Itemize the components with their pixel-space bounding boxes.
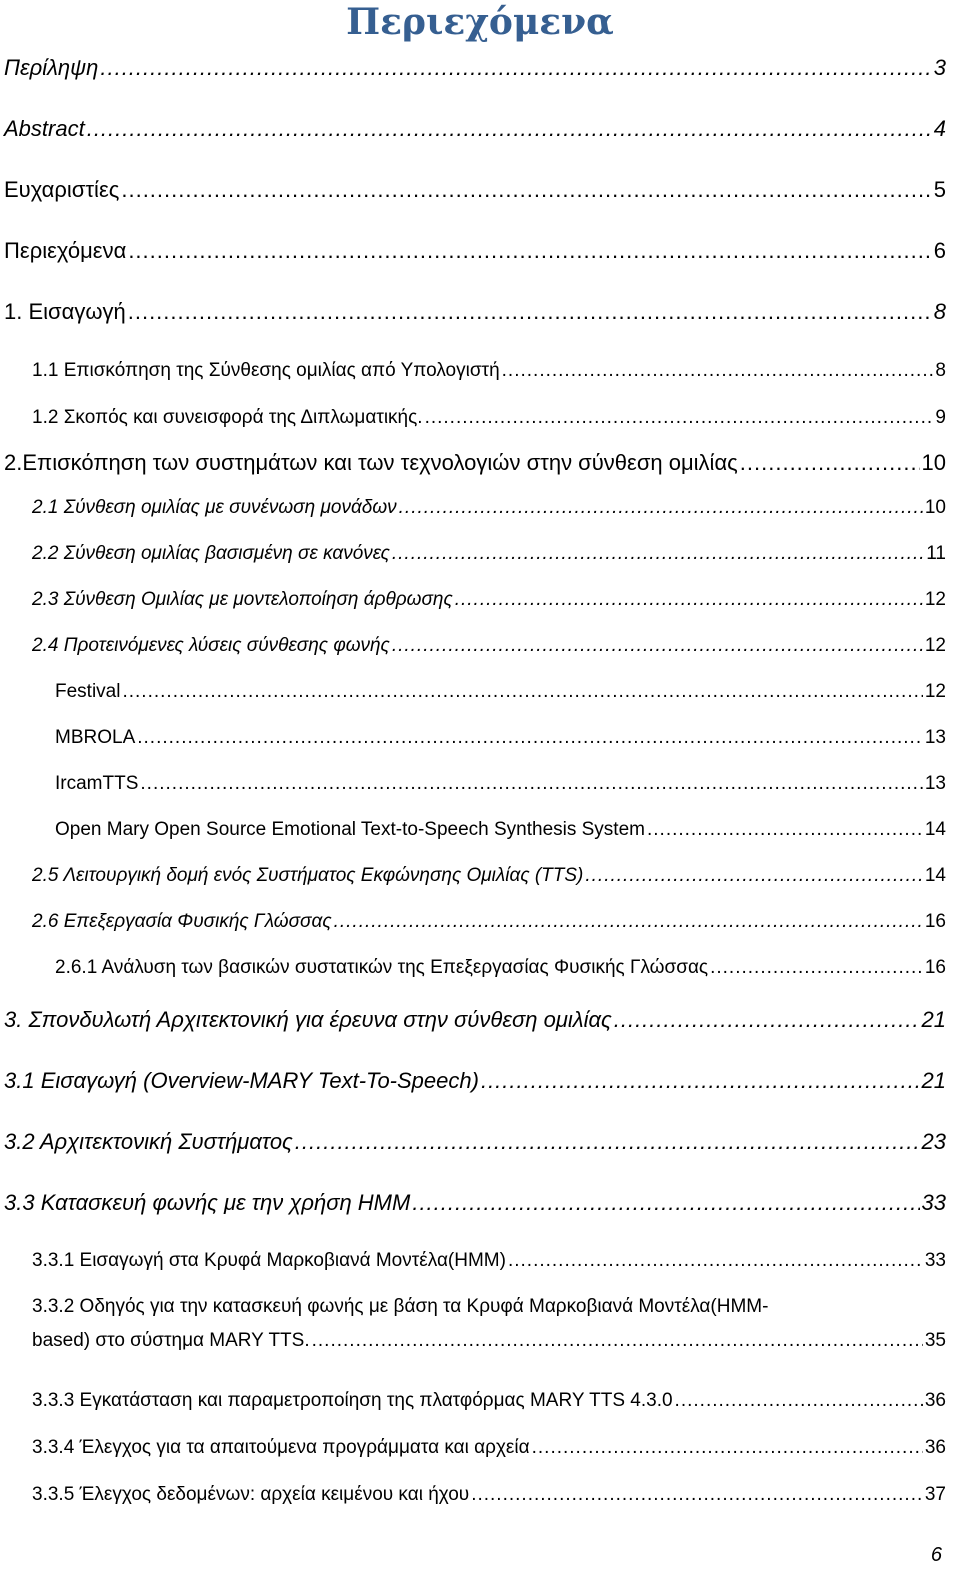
toc-entry-1-1[interactable]: [32, 360, 946, 382]
toc-entry-label: 2.5 Λειτουργική δομή ενός Συστήματος Εκφώνησης Ομιλίας (TTS): [32, 865, 584, 886]
leader-dots: [295, 1129, 920, 1155]
toc-entry-label: 2.Επισκόπηση των συστημάτων και των τεχνολογιών στην σύνθεση ομιλίας: [4, 450, 738, 475]
leader-dots: [100, 55, 931, 81]
toc-entry-page: 21: [921, 1007, 946, 1032]
toc-entry-label: 2.2 Σύνθεση ομιλίας βασισμένη σε κανόνες: [32, 543, 390, 564]
toc-entry-page: 12: [924, 681, 946, 702]
toc-entry-1-2[interactable]: [32, 407, 946, 429]
toc-entry-2-1[interactable]: [32, 497, 946, 519]
toc-entry-label: 3.3.1 Εισαγωγή στα Κρυφά Μαρκοβιανά Μοντέλα(HMM): [32, 1250, 506, 1271]
leader-dots: [312, 1330, 923, 1352]
toc-entry-page: 33: [921, 1190, 946, 1215]
toc-entry-label: Festival: [55, 681, 121, 702]
leader-dots: [481, 1068, 920, 1094]
leader-dots: [710, 957, 923, 979]
toc-entry-open-mary[interactable]: [55, 819, 946, 841]
toc-entry-label: 2.6 Επεξεργασία Φυσικής Γλώσσας: [32, 911, 332, 932]
toc-entry-page: 4: [933, 116, 946, 141]
toc-entry-chapter-2[interactable]: [4, 450, 946, 476]
toc-entry-chapter-3[interactable]: [4, 1007, 946, 1033]
toc-entry-label: 3.1 Εισαγωγή (Overview-MARY Text-To-Speech): [4, 1068, 479, 1093]
leader-dots: [425, 407, 934, 429]
toc-entry-page: 8: [933, 299, 946, 324]
toc-entry-3-3-3[interactable]: [32, 1390, 946, 1412]
toc-entry-3-3[interactable]: [4, 1190, 946, 1216]
leader-dots: [502, 360, 934, 382]
toc-entry-page: 9: [935, 407, 946, 428]
leader-dots: [128, 299, 932, 325]
toc-entry-label: IrcamTTS: [55, 773, 139, 794]
toc-entry-label-line2: based) στο σύστημα MARY TTS.: [32, 1330, 310, 1351]
toc-entry-summary[interactable]: [4, 55, 946, 81]
toc-entry-label: 2.6.1 Ανάλυση των βασικών συστατικών της Επεξεργασίας Φυσικής Γλώσσας: [55, 957, 709, 978]
toc-entry-label-line1: 3.3.2 Οδηγός για την κατασκευή φωνής με βάση τα Κρυφά Μαρκοβιανά Μοντέλα(HMM-: [32, 1296, 769, 1317]
leader-dots: [647, 819, 923, 841]
toc-entry-2-6[interactable]: [32, 911, 946, 933]
toc-entry-page: 16: [924, 911, 946, 932]
toc-entry-label: 2.1 Σύνθεση ομιλίας με συνένωση μονάδων: [32, 497, 397, 518]
toc-entry-2-2[interactable]: [32, 543, 946, 565]
toc-entry-acknowledgements[interactable]: [4, 177, 946, 203]
toc-entry-2-6-1[interactable]: [55, 957, 946, 979]
toc-entry-label: 3. Σπονδυλωτή Αρχιτεκτονική για έρευνα στην σύνθεση ομιλίας: [4, 1007, 612, 1032]
toc-entry-label: Open Mary Open Source Emotional Text-to-Speech Synthesis System: [55, 819, 645, 840]
leader-dots: [121, 177, 931, 203]
toc-entry-3-3-5[interactable]: [32, 1484, 946, 1506]
leader-dots: [392, 543, 924, 565]
toc-entry-3-3-4[interactable]: [32, 1437, 946, 1459]
toc-entry-page: 12: [924, 635, 946, 656]
toc-entry-label: 2.3 Σύνθεση Ομιλίας με μοντελοποίηση άρθρωσης: [32, 589, 453, 610]
toc-entry-ircamtts[interactable]: [55, 773, 946, 795]
toc-entry-mbrola[interactable]: [55, 727, 946, 749]
leader-dots: [614, 1007, 920, 1033]
toc-entry-label: 3.3.3 Εγκατάσταση και παραμετροποίηση της πλατφόρμας MARY TTS 4.3.0: [32, 1390, 673, 1411]
leader-dots: [334, 911, 923, 933]
leader-dots: [392, 635, 923, 657]
leader-dots: [87, 116, 932, 142]
toc-entry-2-3[interactable]: [32, 589, 946, 611]
leader-dots: [740, 450, 920, 476]
toc-entry-page: 35: [924, 1330, 946, 1351]
toc-entry-3-3-2[interactable]: [32, 1296, 946, 1352]
toc-entry-page: 21: [921, 1068, 946, 1093]
toc-entry-page: 33: [924, 1250, 946, 1271]
toc-entry-page: 3: [933, 55, 946, 80]
toc-entry-page: 6: [933, 238, 946, 263]
toc-entry-label: 1. Εισαγωγή: [4, 299, 126, 324]
toc-entry-label: 1.1 Επισκόπηση της Σύνθεσης ομιλίας από Υπολογιστή: [32, 360, 500, 381]
toc-entry-label: Abstract: [4, 116, 85, 141]
toc-entry-page: 11: [926, 543, 946, 564]
leader-dots: [532, 1437, 923, 1459]
toc-entry-label: 1.2 Σκοπός και συνεισφορά της Διπλωματικής.: [32, 407, 423, 428]
toc-entry-3-2[interactable]: [4, 1129, 946, 1155]
toc-entry-page: 13: [924, 773, 946, 794]
toc-entry-contents[interactable]: [4, 238, 946, 264]
toc-entry-2-5[interactable]: [32, 865, 946, 887]
toc-entry-abstract[interactable]: [4, 116, 946, 142]
toc-entry-festival[interactable]: [55, 681, 946, 703]
toc-entry-page: 16: [924, 957, 946, 978]
leader-dots: [455, 589, 923, 611]
toc-entry-page: 36: [924, 1437, 946, 1458]
leader-dots: [128, 238, 931, 264]
toc-entry-page: 14: [924, 865, 946, 886]
toc-entry-page: 5: [933, 177, 946, 202]
toc-entry-label: Ευχαριστίες: [4, 177, 120, 202]
leader-dots: [585, 865, 922, 887]
leader-dots: [675, 1390, 923, 1412]
leader-dots: [508, 1250, 923, 1272]
toc-entry-label: Περιεχόμενα: [4, 238, 127, 263]
leader-dots: [471, 1484, 923, 1506]
toc-entry-page: 13: [924, 727, 946, 748]
toc-entry-3-1[interactable]: [4, 1068, 946, 1094]
leader-dots: [399, 497, 923, 519]
toc-entry-label: 3.2 Αρχιτεκτονική Συστήματος: [4, 1129, 293, 1154]
toc-entry-label: 3.3.4 Έλεγχος για τα απαιτούμενα προγράμματα και αρχεία: [32, 1437, 530, 1458]
leader-dots: [122, 681, 922, 703]
toc-entry-page: 10: [921, 450, 946, 475]
toc-entry-page: 12: [924, 589, 946, 610]
toc-entry-label: 3.3 Κατασκευή φωνής με την χρήση HMM: [4, 1190, 411, 1215]
toc-entry-label: MBROLA: [55, 727, 136, 748]
toc-entry-chapter-1[interactable]: [4, 299, 946, 325]
toc-entry-label: 2.4 Προτεινόμενες λύσεις σύνθεσης φωνής: [32, 635, 390, 656]
toc-entry-label: 3.3.5 Έλεγχος δεδομένων: αρχεία κειμένου και ήχου: [32, 1484, 470, 1505]
page-number: 6: [930, 1544, 942, 1566]
toc-entry-page: 23: [921, 1129, 946, 1154]
toc-entry-page: 36: [924, 1390, 946, 1411]
leader-dots: [412, 1190, 919, 1216]
toc-entry-3-3-1[interactable]: [32, 1250, 946, 1272]
leader-dots: [137, 727, 923, 749]
toc-entry-page: 14: [924, 819, 946, 840]
toc-entry-page: 10: [924, 497, 946, 518]
toc-entry-label: Περίληψη: [4, 55, 99, 80]
toc-entry-page: 8: [935, 360, 946, 381]
page-title: Περιεχόμενα: [346, 1, 614, 43]
toc-entry-2-4[interactable]: [32, 635, 946, 657]
leader-dots: [140, 773, 922, 795]
toc-entry-page: 37: [924, 1484, 946, 1505]
